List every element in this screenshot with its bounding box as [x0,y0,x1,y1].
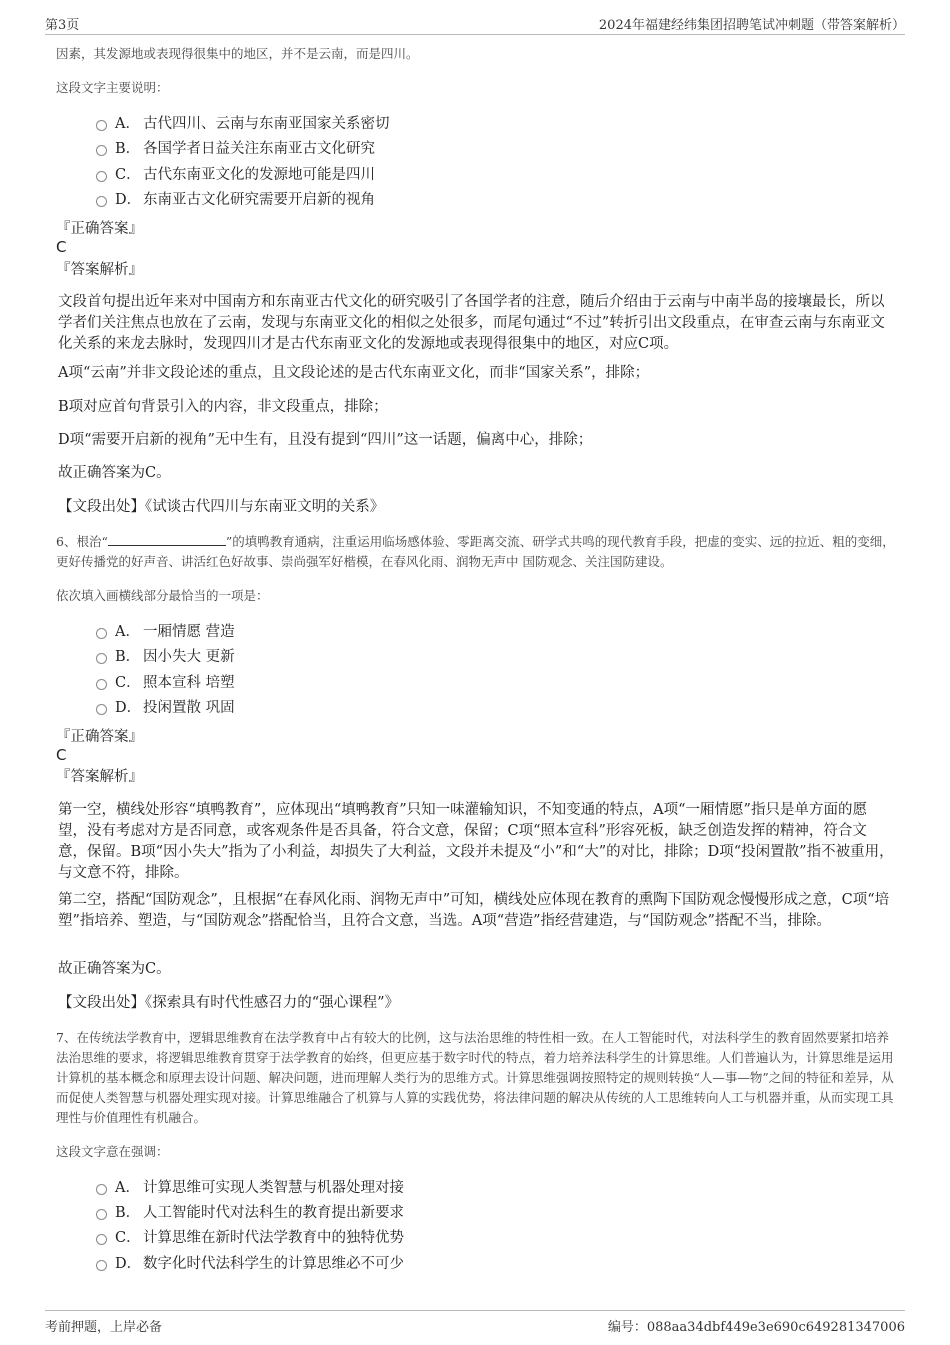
q6-option-d[interactable]: D． 投闲置散 巩固 [96,697,235,719]
q6-option-c[interactable]: C． 照本宣科 培塑 [96,672,235,694]
q5-analysis-paragraph: A项“云南”并非文段论述的重点，且文段论述的是古代东南亚文化，而非“国家关系”，排除； [58,365,650,381]
radio-icon[interactable] [96,120,107,131]
q5-option-a[interactable]: A． 古代四川、云南与东南亚国家关系密切 [96,113,390,135]
radio-icon[interactable] [96,196,107,207]
q5-answer: C [56,238,67,256]
q5-answer-label: 『正确答案』 [56,221,143,237]
radio-icon[interactable] [96,1234,107,1245]
radio-icon[interactable] [96,1260,107,1271]
q7-stem: 7、在传统法学教育中，逻辑思维教育在法学教育中占有较大的比例，这与法治思维的特性相一致。在人工智能时代，对法科学生的教育固然要紧扣培养法治思维的要求，将逻辑思维教育贯穿于法学教育的始终，但更应基于数字时代的特点，着力培养法科学生的计算思维。人们普遍认为，计算思维是运用计算机的基本概念和原理去设计问题、解决问题，进而理解人类行为的思维方式。计算思维强调按照特定的规则转换“人—事—物”之间的特征和差异，从而促使人类智慧与机器处理实现对接。计算思维融合了机算与人算的实践优势，将法律问题的解决从传统的人工思维转向人工与机器并重，从而实现工具理性与价值理性有机融合。 [56,1030,894,1125]
q5-analysis-paragraph: 故正确答案为C。 [58,465,171,481]
q5-analysis-label: 『答案解析』 [56,262,143,278]
q6-analysis-label: 『答案解析』 [56,769,143,785]
q5-option-c[interactable]: C． 古代东南亚文化的发源地可能是四川 [96,164,375,186]
q5-stem-tail: 因素，其发源地或表现得很集中的地区，并不是云南，而是四川。 [56,46,419,61]
q7-prompt: 这段文字意在强调： [56,1144,169,1159]
footer-slogan: 考前押题，上岸必备 [45,1320,163,1335]
radio-icon[interactable] [96,628,107,639]
radio-icon[interactable] [96,1209,107,1220]
q7-option-d[interactable]: D． 数字化时代法科学生的计算思维必不可少 [96,1253,404,1275]
radio-icon[interactable] [96,1184,107,1195]
page-header [45,14,905,35]
radio-icon[interactable] [96,653,107,664]
q6-option-a[interactable]: A． 一厢情愿 营造 [96,621,235,643]
q5-option-b[interactable]: B． 各国学者日益关注东南亚古文化研究 [96,138,375,160]
q6-prompt: 依次填入画横线部分最恰当的一项是： [56,588,269,603]
q6-analysis-paragraph: 第二空，搭配“国防观念”，且根据“在春风化雨、润物无声中”可知，横线处应体现在教育的熏陶下国防观念慢慢形成之意，C项“培塑”指培养、塑造，与“国防观念”搭配恰当，且符合文意，当选。A项“营造”指经营建造，与“国防观念”搭配不当，排除。 [58,892,890,929]
radio-icon[interactable] [96,679,107,690]
radio-icon[interactable] [96,704,107,715]
q5-option-d[interactable]: D． 东南亚古文化研究需要开启新的视角 [96,189,375,211]
q6-answer: C [56,746,67,764]
q6-stem: 6、根治“ ”的填鸭教育通病，注重运用临场感体验、零距离交流、研学式共鸣的现代教育手段，把虚的变实、远的拉近、粗的变细，更好传播党的好声音、讲活红色好故事、崇尚强军好楷模，在春风化雨、润物无声中 国防观念、关注国防建设。 [56,534,895,569]
q6-analysis-paragraph: 故正确答案为C。 [58,961,171,977]
radio-icon[interactable] [96,145,107,156]
document-title: 2024年福建经纬集团招聘笔试冲刺题（带答案解析） [598,18,905,33]
page-footer [45,1310,905,1340]
q5-analysis-paragraph: D项“需要开启新的视角”无中生有，且没有提到“四川”这一话题，偏离中心，排除； [58,432,593,448]
fill-blank [108,533,226,546]
q7-option-b[interactable]: B． 人工智能时代对法科生的教育提出新要求 [96,1202,404,1224]
q5-analysis-paragraph: 文段首句提出近年来对中国南方和东南亚古代文化的研究吸引了各国学者的注意，随后介绍由于云南与中南半岛的接壤最长，所以学者们关注焦点也放在了云南，发现与东南亚文化的相似之处很多，而尾句通过“不过”转折引出文段重点，在审查云南与东南亚文化关系的来龙去脉时，发现四川才是古代东南亚文化的发源地或表现得很集中的地区，对应C项。 [58,294,885,352]
q5-source: 【文段出处】《试谈古代四川与东南亚文明的关系》 [58,499,385,515]
q7-option-c[interactable]: C． 计算思维在新时代法学教育中的独特优势 [96,1227,404,1249]
page-number: 第3页 [45,18,80,33]
q6-source: 【文段出处】《探索具有时代性感召力的“强心课程”》 [58,995,400,1011]
document-code: 编号：088aa34dbf449e3e690c649281347006 [607,1320,905,1335]
q6-answer-label: 『正确答案』 [56,729,143,745]
q5-analysis-paragraph: B项对应首句背景引入的内容，非文段重点，排除； [58,399,388,415]
radio-icon[interactable] [96,171,107,182]
q5-prompt: 这段文字主要说明： [56,80,169,95]
q6-analysis-paragraph: 第一空，横线处形容“填鸭教育”，应体现出“填鸭教育”只知一味灌输知识，不知变通的特点，A项“一厢情愿”指只是单方面的愿望，没有考虑对方是否同意，或客观条件是否具备，符合文意，保留；C项“照本宣科”形容死板，缺乏创造发挥的精神，符合文意，保留。B项“因小失大”指为了小利益，却损失了大利益，文段并未提及“小”和“大”的对比，排除；D项“投闲置散”指不被重用，与文意不符，排除。 [58,802,894,881]
q7-option-a[interactable]: A． 计算思维可实现人类智慧与机器处理对接 [96,1177,404,1199]
q6-option-b[interactable]: B． 因小失大 更新 [96,646,235,668]
